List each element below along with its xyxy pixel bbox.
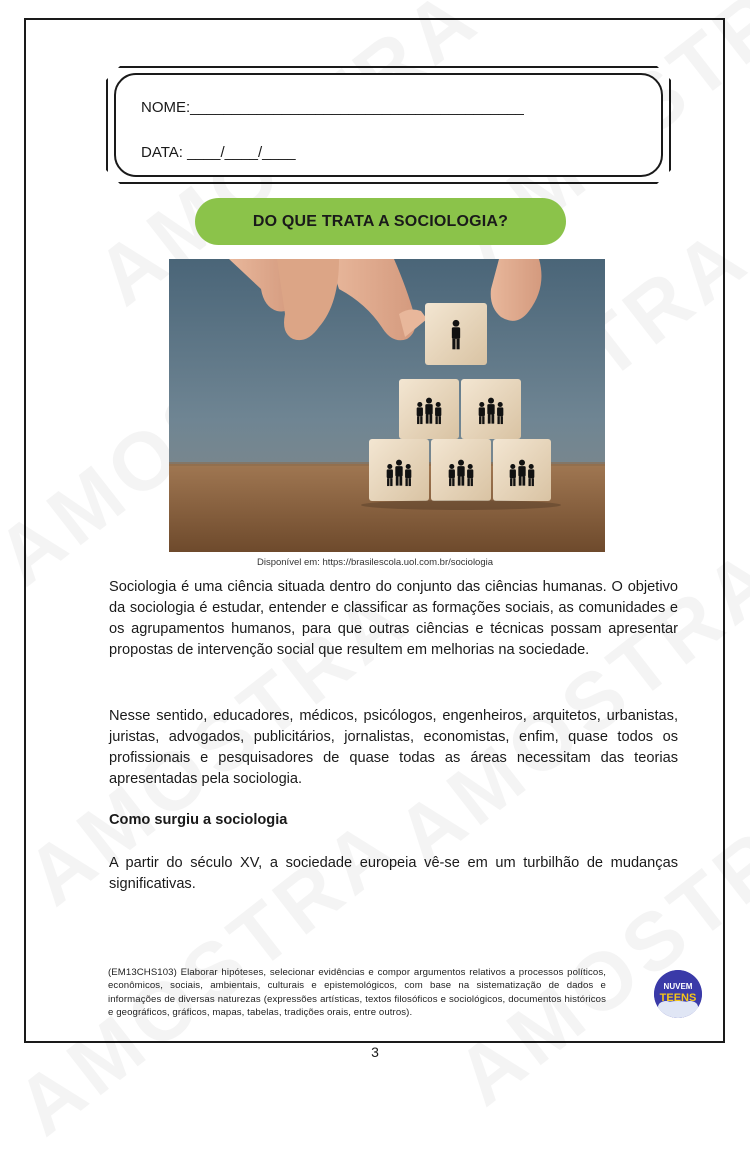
skill-code-text: (EM13CHS103) Elaborar hipóteses, selecionar evidências e compor argumentos relativos a processos políticos, econômicos, sociais, ambientais, culturais e epistemológicos, com base na sistematização de dados e informações de diversas naturezas (expressões artísticas, textos filosóficos e sociológicos, documentos históricos e geográficos, gráficos, mapas, tabelas, tradições orais, entre outros). xyxy=(108,967,606,1019)
page-number: 3 xyxy=(371,1044,379,1060)
sociology-photo xyxy=(169,259,605,552)
section-heading: Como surgiu a sociologia xyxy=(109,812,288,828)
paragraph-1: Sociologia é uma ciência situada dentro do conjunto das ciências humanas. O objetivo da sociologia é estudar, entender e classificar as formações sociais, as comunidades e os agrupamentos humanos, para que outras ciências e técnicas possam apresentar propostas de intervenção social que resultem em melhorias na sociedade. xyxy=(109,579,678,658)
page-title: DO QUE TRATA A SOCIOLOGIA? xyxy=(252,212,509,230)
paragraph-2: Nesse sentido, educadores, médicos, psicólogos, engenheiros, arquitetos, urbanistas, juristas, advogados, publicitários, jornalistas, economistas, enfim, quase todos os profissionais e pesquisadores de quase todas as áreas necessitam das teorias apresentadas pela sociologia. xyxy=(109,708,678,787)
image-caption: Disponível em: https://brasilescola.uol.com.br/sociologia xyxy=(256,557,494,568)
name-field[interactable]: NOME:________________________________________ xyxy=(141,99,524,116)
logo-line-1: NUVEM xyxy=(663,982,693,991)
title-banner xyxy=(195,198,566,245)
logo-line-2: TEENS xyxy=(659,992,697,1004)
date-field[interactable]: DATA: ____/____/____ xyxy=(141,144,296,161)
header-box xyxy=(114,73,663,177)
nuvem-teens-logo xyxy=(654,970,702,1018)
paragraph-3: A partir do século XV, a sociedade europeia vê-se em um turbilhão de mudanças significativas. xyxy=(109,855,678,892)
